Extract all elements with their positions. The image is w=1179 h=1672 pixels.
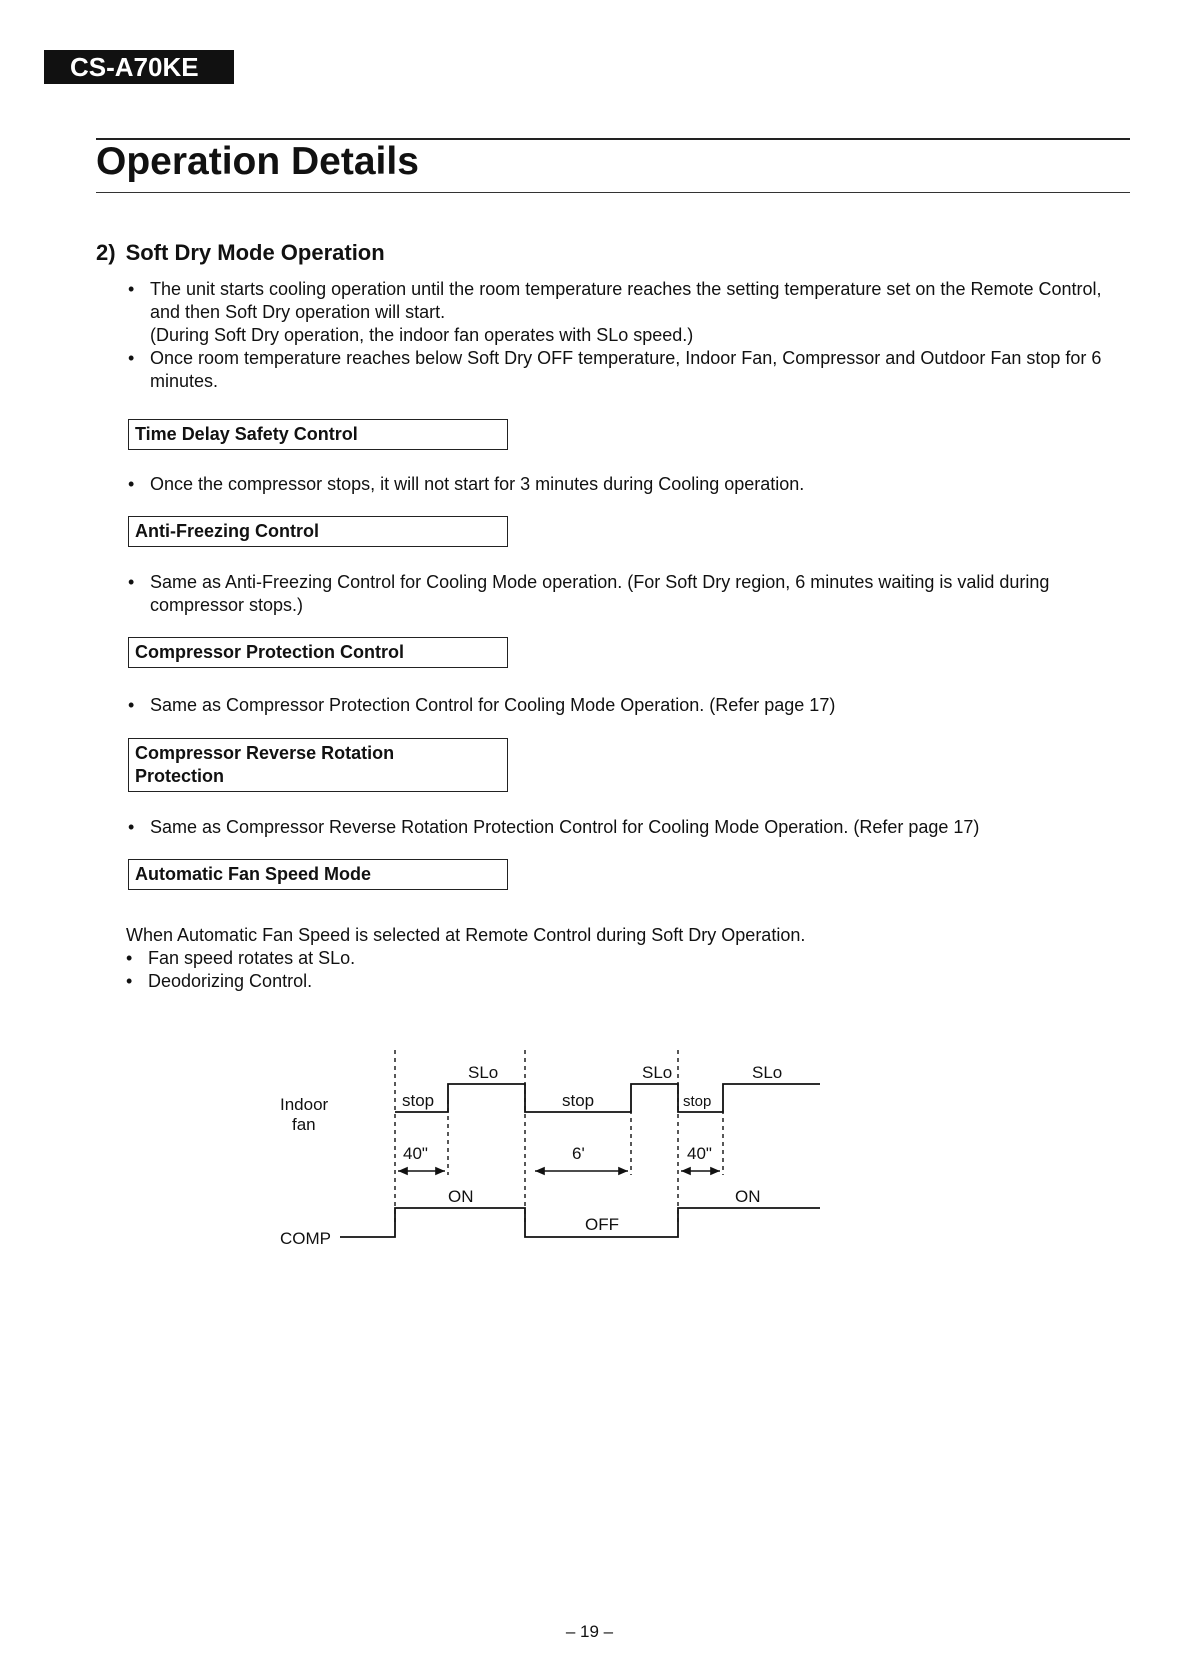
box-title-line-1: Compressor Reverse Rotation	[135, 743, 395, 763]
list-item	[124, 970, 924, 993]
box-title: Compressor Protection Control	[135, 642, 405, 662]
list-item	[126, 347, 1126, 393]
bullet-text: Once the compressor stops, it will not start for 3 minutes during Cooling operation.	[150, 474, 805, 494]
page-number: – 19 –	[565, 1622, 614, 1641]
time-markers	[395, 1050, 723, 1225]
list-item	[126, 816, 1126, 839]
auto-fan-heading-box	[128, 859, 508, 890]
bullet-text: Deodorizing Control.	[148, 971, 313, 991]
box-title-line-2: Protection	[135, 766, 225, 786]
comp-label: COMP	[280, 1229, 331, 1248]
indoor-fan-label-line-1: Indoor	[280, 1095, 329, 1114]
bullet-text: Once room temperature reaches below Soft Dry OFF temperature, Indoor Fan, Compressor and Outdoor Fan stop for 6 minutes.	[150, 348, 1102, 391]
auto-fan-bullets	[124, 947, 924, 993]
compressor-protection-heading-box	[128, 637, 508, 668]
bullet-note: (During Soft Dry operation, the indoor fan operates with SLo speed.)	[150, 325, 694, 345]
page-title: Operation Details	[96, 140, 419, 183]
comp-state-label: OFF	[585, 1215, 619, 1234]
bullet-text: Same as Compressor Protection Control for Cooling Mode Operation. (Refer page 17)	[150, 695, 836, 715]
anti-freezing-bullets	[126, 571, 1126, 617]
comp-state-label: ON	[448, 1187, 474, 1206]
fan-state-label: SLo	[642, 1063, 673, 1082]
comp-state-label: ON	[735, 1187, 761, 1206]
fan-state-label: stop	[562, 1091, 595, 1110]
soft-dry-bullets	[126, 278, 1126, 393]
fan-state-label: stop	[402, 1091, 435, 1110]
section-title-text: Soft Dry Mode Operation	[125, 240, 385, 265]
list-item	[126, 571, 1126, 617]
timing-diagram	[280, 1040, 840, 1260]
list-item	[124, 947, 924, 970]
bullet-text: Fan speed rotates at SLo.	[148, 948, 356, 968]
box-title: Time Delay Safety Control	[135, 424, 358, 444]
list-item	[126, 473, 1126, 496]
indoor-fan-waveform	[395, 1084, 820, 1112]
fan-state-label: SLo	[752, 1063, 783, 1082]
bullet-text: The unit starts cooling operation until the room temperature reaches the setting temperature set on the Remote Control, and then Soft Dry operation will start.	[150, 279, 1102, 322]
comp-waveform	[340, 1208, 820, 1237]
duration-label: 6'	[572, 1144, 585, 1163]
list-item	[126, 278, 1126, 347]
indoor-fan-label-line-2: fan	[292, 1115, 316, 1134]
time-delay-heading-box	[128, 419, 508, 450]
reverse-rotation-bullets	[126, 816, 1126, 839]
bullet-text: Same as Compressor Reverse Rotation Protection Control for Cooling Mode Operation. (Refer page 17)	[150, 817, 980, 837]
box-title: Automatic Fan Speed Mode	[135, 864, 372, 884]
title-rule-bottom	[96, 192, 1130, 193]
fan-state-label: SLo	[468, 1063, 499, 1082]
duration-label: 40"	[687, 1144, 712, 1163]
section-title	[96, 238, 385, 268]
fan-state-label: stop	[683, 1093, 712, 1110]
bullet-text: Same as Anti-Freezing Control for Cooling Mode operation. (For Soft Dry region, 6 minutes waiting is valid during compressor stops.)	[150, 572, 1050, 615]
anti-freezing-heading-box	[128, 516, 508, 547]
time-delay-bullets	[126, 473, 1126, 496]
list-item	[126, 694, 1126, 717]
reverse-rotation-heading-box	[128, 738, 508, 792]
duration-label: 40"	[403, 1144, 428, 1163]
model-tag: CS-A70KE	[44, 50, 234, 84]
auto-fan-intro: When Automatic Fan Speed is selected at Remote Control during Soft Dry Operation.	[126, 925, 806, 945]
compressor-protection-bullets	[126, 694, 1126, 717]
box-title: Anti-Freezing Control	[135, 521, 319, 541]
section-number: 2)	[96, 240, 116, 265]
